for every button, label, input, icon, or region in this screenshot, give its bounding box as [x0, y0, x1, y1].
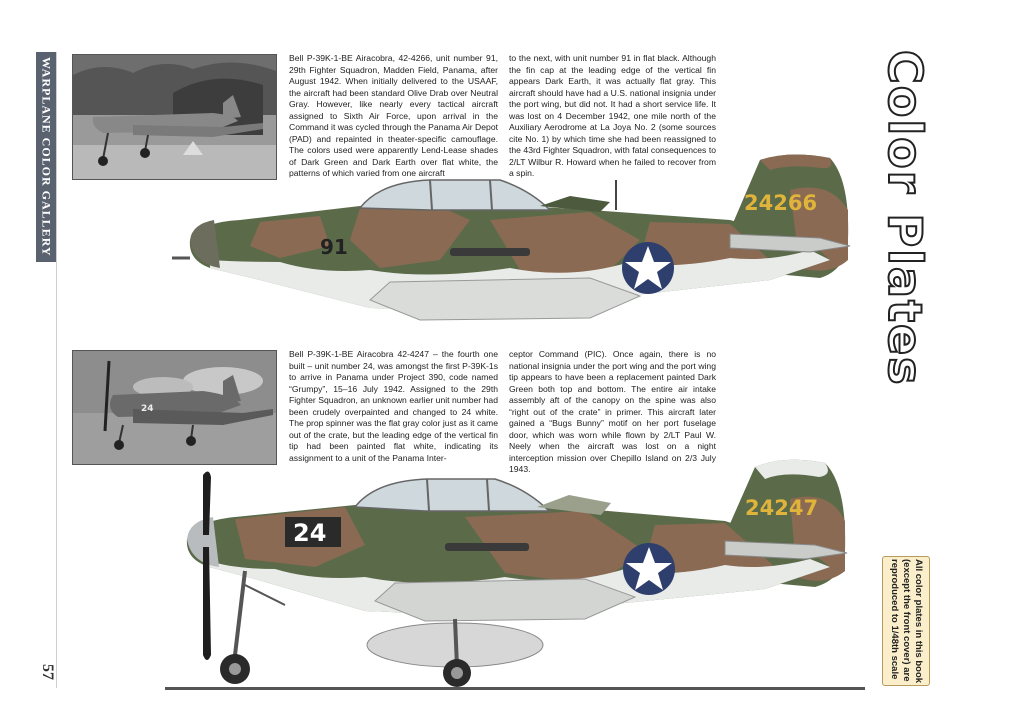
plate-1-caption-col-2: to the next, with unit number 91 in flat black. Although the fin cap at the leading edge of the vertical fin appears Dark Earth, it was actually flat gray. This aircraft should have had a U.S. national insignia under the port wing, but did not. It had a short service life. It was lost on 4 December 1942, one mile north of the Auxiliary Aerodrome at La Joya No. 2 (some sources cite No. 1) by which time she had been reassigned to the 43rd Fighter Squadron, with fatal consequences to 2/LT Wilbur R. Howard when he failed to recover from a spin. [509, 53, 716, 179]
photo-aircraft-24-image [73, 351, 276, 464]
plate-1-caption-col-1: Bell P-39K-1-BE Airacobra, 42-4266, unit number 91, 29th Fighter Squadron, Madden Field, Panama, after August 1942. When initially delivered to the USAAF, the aircraft had been standard Olive Drab over Neutral Gray. However, like nearly every tactical aircraft assigned to Sixth Air Force, upon arrival in the Command it was cycled through the Panama Air Depot (PAD) and repainted in theater-specific camouflage. The colors used were apparently Lend-Lease shades of Dark Green and Dark Earth over flat white, the patterns of which varied from one aircraft [289, 53, 498, 179]
gallery-tab [36, 52, 56, 262]
profile-aircraft-91-drawing [170, 150, 860, 335]
plate-1-tail-number: 24266 [744, 191, 818, 215]
page-title: Color Plates [878, 50, 932, 387]
page-number: 57 [39, 664, 56, 680]
profile-aircraft-91 [170, 150, 860, 335]
plate-2-unit-number: 24 [293, 519, 327, 547]
photo-unit-number: 24 [141, 404, 154, 414]
gallery-rule [56, 52, 57, 688]
scale-note-text: All color plates in this book (except the front cover) are reproduced to 1/48th scale [889, 558, 924, 684]
plate-1-unit-number: 91 [320, 235, 348, 259]
plate-2-caption-col-2: ceptor Command (PIC). Once again, there is no national insignia under the port wing and the port wing tip appears to have been a replacement painted Dark Green both top and bottom. The entire air intake assembly aft of the canopy on the spine was also “right out of the crate” in primer. This aircraft later gained a “Bugs Bunny” motif on her port fuselage door, which was worn while flown by 2/LT Paul W. Neely when the aircraft was lost on a night interception mission over Chepillo Island on 2/3 July 1943. [509, 349, 716, 475]
plate-2-tail-number: 24247 [745, 496, 819, 520]
scale-note [882, 556, 930, 686]
photo-plate-2 [72, 350, 277, 465]
profile-aircraft-24-drawing [165, 455, 865, 695]
plate-2-caption-col-1: Bell P-39K-1-BE Airacobra 42-4247 – the fourth one built – unit number 24, was amongst the first P-39K-1s to arrive in Panama under Project 390, code named “Grumpy”, 15–16 July 1942. Assigned to the 29th Fighter Squadron, an unknown earlier unit number had been crudely overpainted and changed to 24 white. The prop spinner was the flat gray color just as it came out of the crate, but the leading edge of the vertical fin tip had been painted flat white, indicating its assignment to a unit of the Panama Inter- [289, 349, 498, 463]
profile-aircraft-24 [165, 455, 865, 695]
gallery-label: WARPLANE COLOR GALLERY [39, 57, 54, 257]
